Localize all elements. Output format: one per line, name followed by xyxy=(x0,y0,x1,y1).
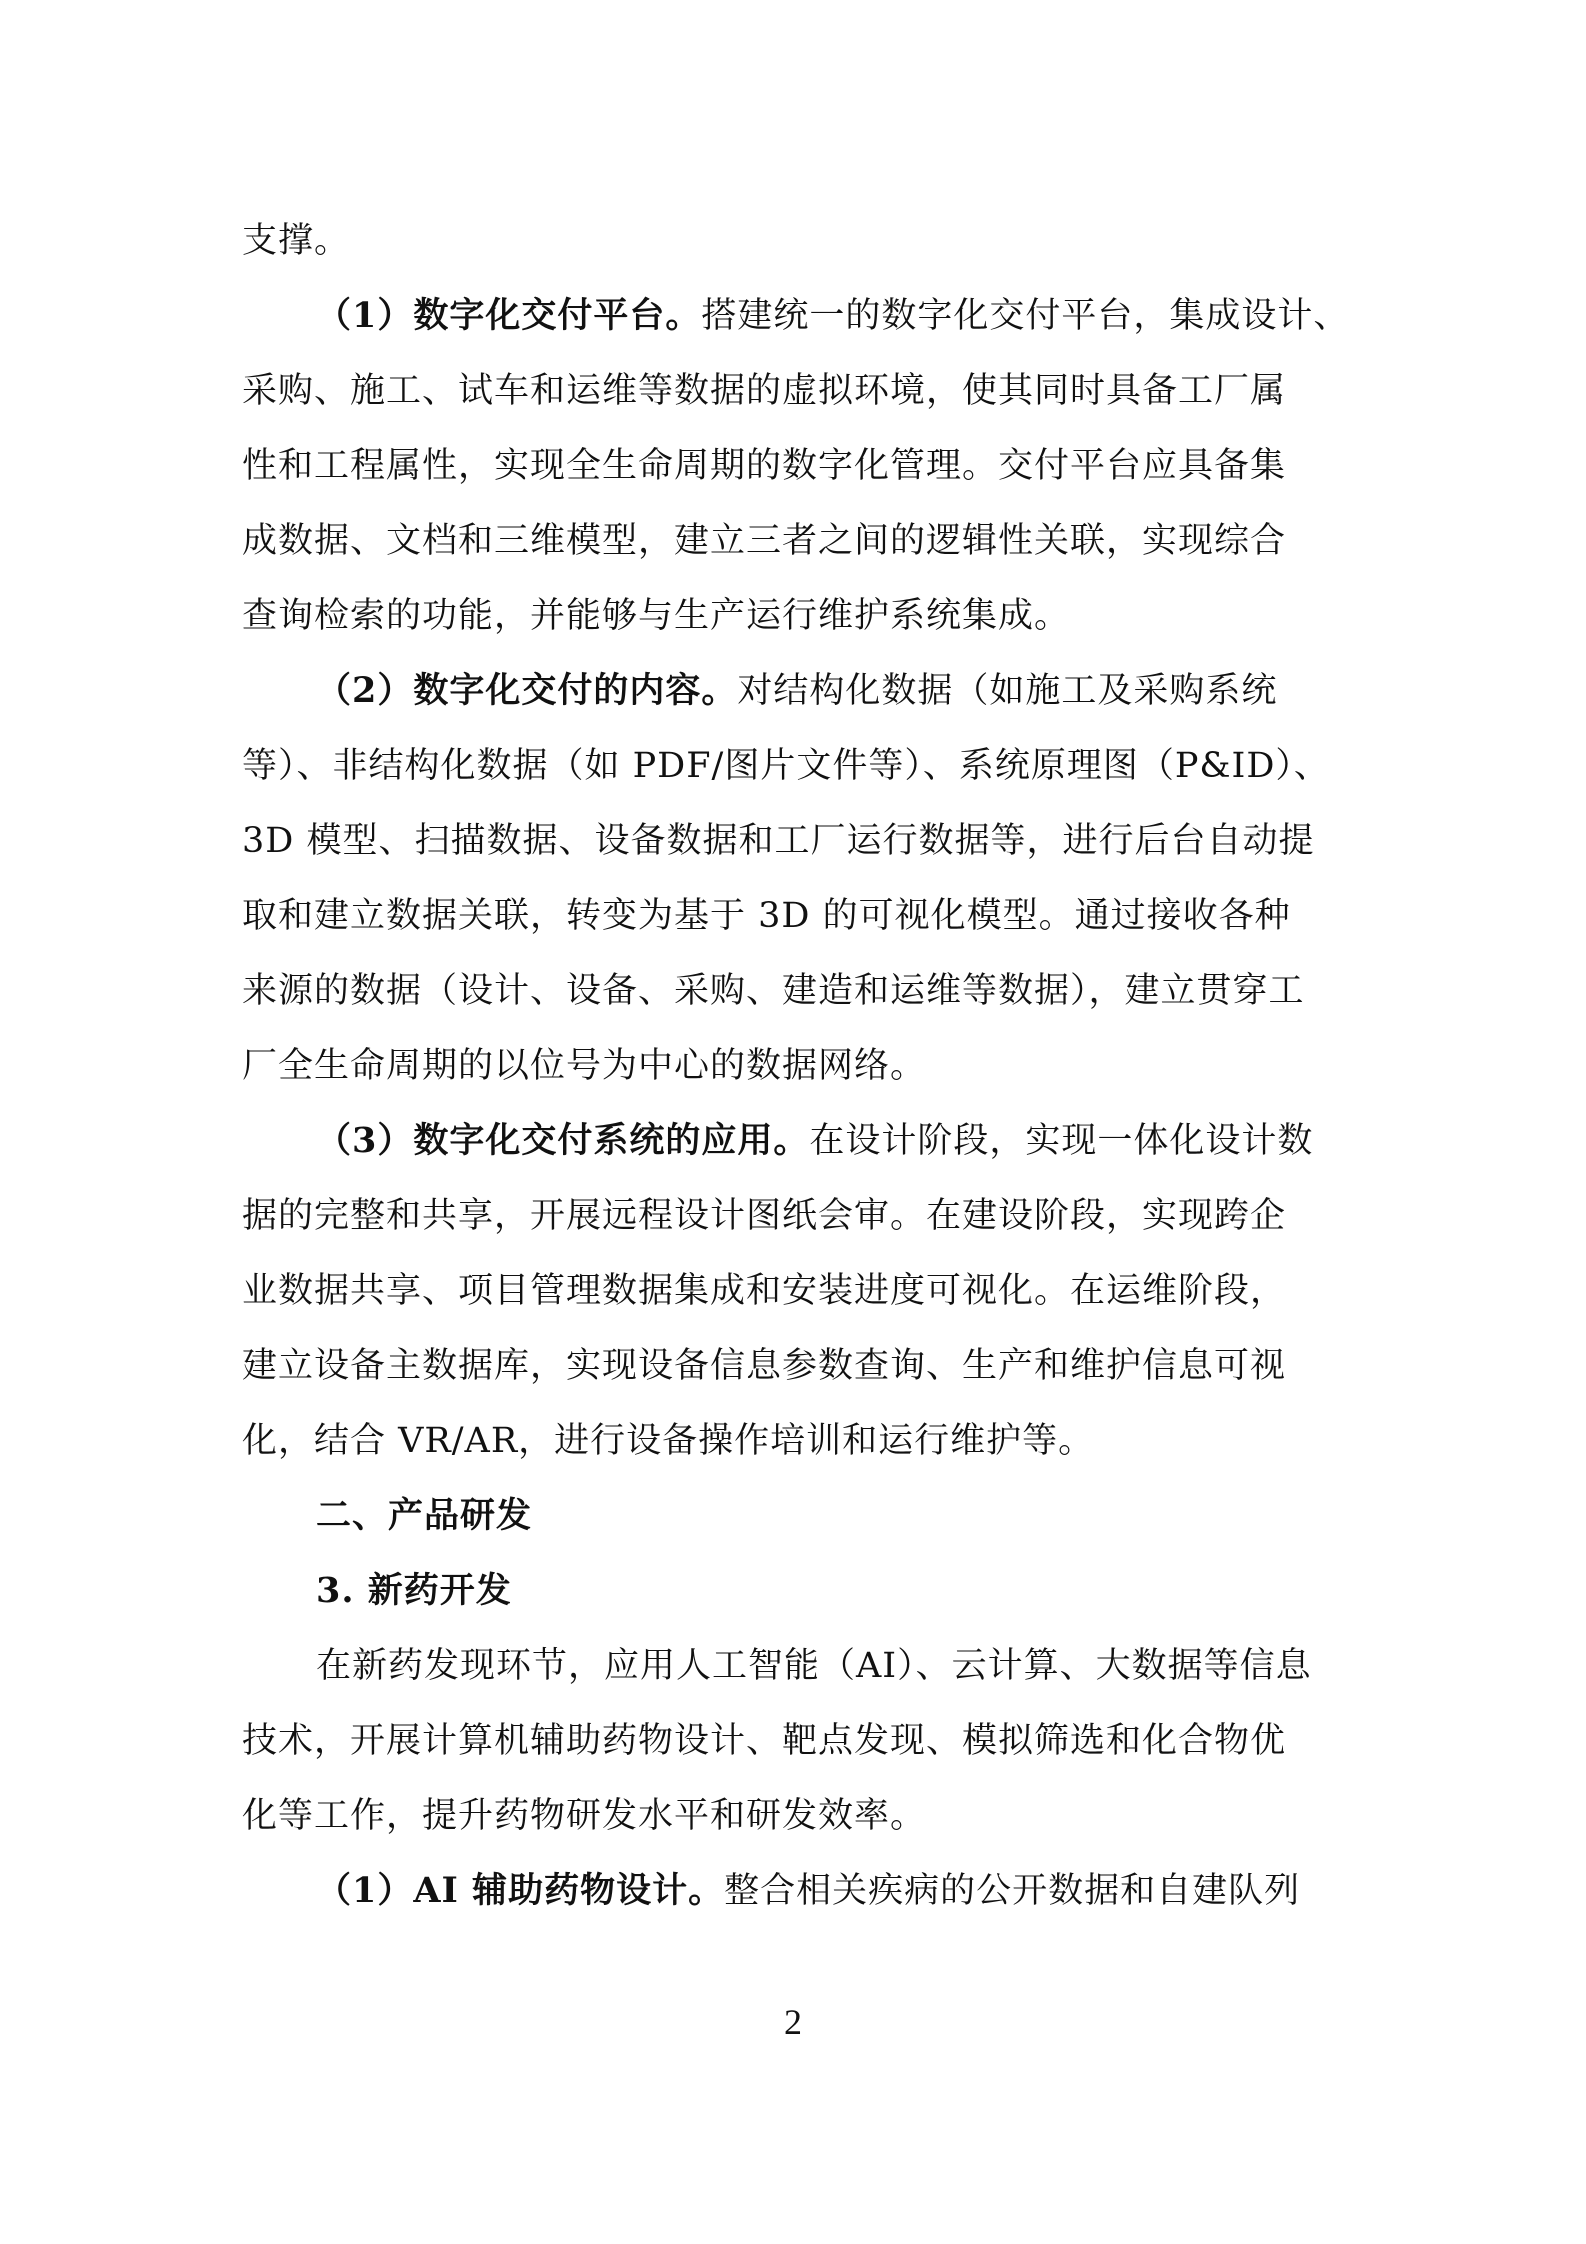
subsection-heading-line xyxy=(316,292,1349,340)
paragraph-text: 整合相关疾病的公开数据和自建队列 xyxy=(724,1871,1301,1911)
paragraph-line: 来源的数据（设计、设备、采购、建造和运维等数据），建立贯穿工 xyxy=(242,971,1305,1011)
paragraph-line: 业数据共享、项目管理数据集成和安装进度可视化。在运维阶段， xyxy=(242,1271,1287,1311)
subsection-heading-line xyxy=(316,1867,1300,1915)
subsection-heading: 3. 新药开发 xyxy=(316,1570,512,1611)
paragraph-line: 3D 模型、扫描数据、设备数据和工厂运行数据等，进行后台自动提 xyxy=(242,821,1315,861)
paragraph-line: 等）、非结构化数据（如 PDF/图片文件等）、系统原理图（P&ID）、 xyxy=(242,746,1330,786)
subsection-title: （1）数字化交付平台。 xyxy=(316,295,702,336)
subsection-heading-line xyxy=(316,1117,1313,1165)
paragraph-line: 化，结合 VR/AR，进行设备操作培训和运行维护等。 xyxy=(242,1421,1095,1461)
paragraph-line: 支撑。 xyxy=(242,221,351,261)
paragraph-line: 在新药发现环节，应用人工智能（AI）、云计算、大数据等信息 xyxy=(316,1646,1312,1686)
paragraph-line: 厂全生命周期的以位号为中心的数据网络。 xyxy=(242,1046,927,1086)
subsection-title: （1）AI 辅助药物设计。 xyxy=(316,1870,725,1911)
paragraph-line: 取和建立数据关联，转变为基于 3D 的可视化模型。通过接收各种 xyxy=(242,896,1291,936)
paragraph-line: 性和工程属性，实现全生命周期的数字化管理。交付平台应具备集 xyxy=(242,446,1287,486)
paragraph-line: 查询检索的功能，并能够与生产运行维护系统集成。 xyxy=(242,596,1071,636)
subsection-heading-line xyxy=(316,667,1277,715)
paragraph-line: 建立设备主数据库，实现设备信息参数查询、生产和维护信息可视 xyxy=(242,1346,1287,1386)
paragraph-text: 搭建统一的数字化交付平台，集成设计、 xyxy=(701,296,1350,336)
paragraph-line: 化等工作，提升药物研发水平和研发效率。 xyxy=(242,1796,927,1836)
section-heading: 二、产品研发 xyxy=(316,1495,533,1536)
subsection-title: （3）数字化交付系统的应用。 xyxy=(316,1120,810,1161)
paragraph-line: 采购、施工、试车和运维等数据的虚拟环境，使其同时具备工厂属 xyxy=(242,371,1287,411)
paragraph-line: 据的完整和共享，开展远程设计图纸会审。在建设阶段，实现跨企 xyxy=(242,1196,1287,1236)
paragraph-line: 成数据、文档和三维模型，建立三者之间的逻辑性关联，实现综合 xyxy=(242,521,1287,561)
paragraph-text: 在设计阶段，实现一体化设计数 xyxy=(809,1121,1314,1161)
page-number: 2 xyxy=(784,2002,802,2042)
paragraph-line: 技术，开展计算机辅助药物设计、靶点发现、模拟筛选和化合物优 xyxy=(242,1721,1287,1761)
subsection-title: （2）数字化交付的内容。 xyxy=(316,670,738,711)
paragraph-text: 对结构化数据（如施工及采购系统 xyxy=(737,671,1278,711)
